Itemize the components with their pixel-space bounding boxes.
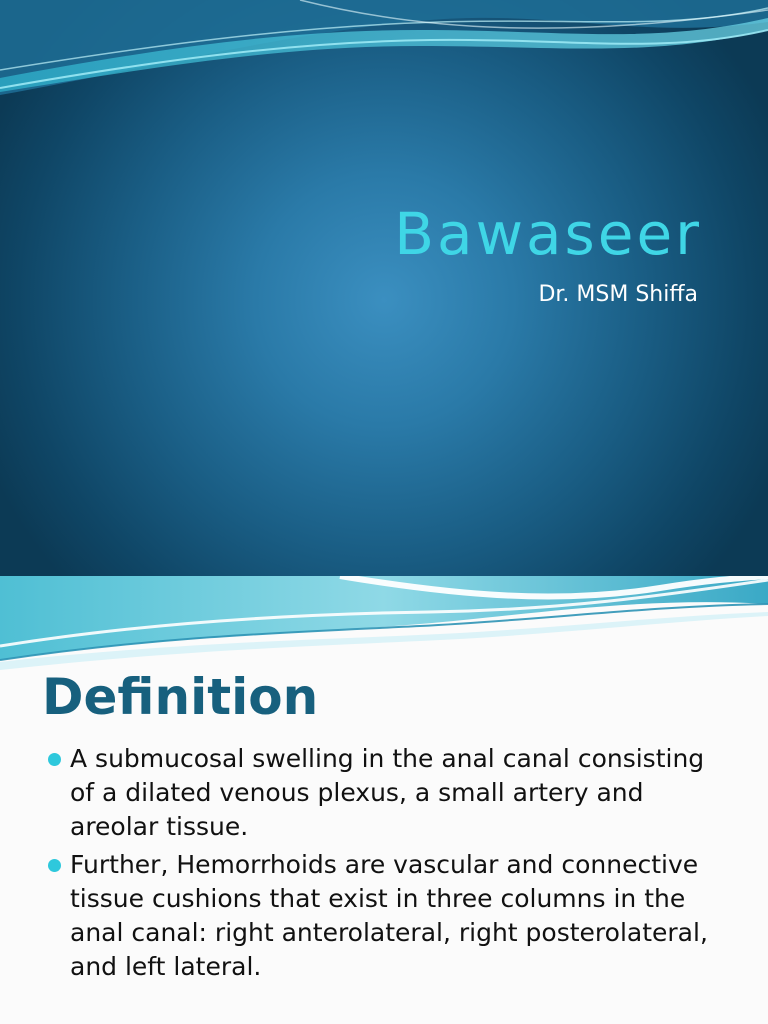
slide-title: Bawaseer: [394, 200, 702, 268]
bullet-list: [48, 742, 728, 988]
bullet-dot-icon: [48, 753, 61, 766]
bullet-item: [48, 848, 728, 984]
bullet-dot-icon: [48, 859, 61, 872]
bullet-text: Further, Hemorrhoids are vascular and connective tissue cushions that exist in three columns in the anal canal: right anterolateral, right posterolateral, and left lateral.: [70, 850, 708, 981]
bullet-text: A submucosal swelling in the anal canal consisting of a dilated venous plexus, a small artery and areolar tissue.: [70, 744, 705, 841]
bullet-item: [48, 742, 728, 844]
definition-slide: [0, 576, 768, 1024]
slide-heading: Definition: [42, 668, 319, 726]
slide-subtitle-author: Dr. MSM Shiffa: [538, 282, 698, 307]
